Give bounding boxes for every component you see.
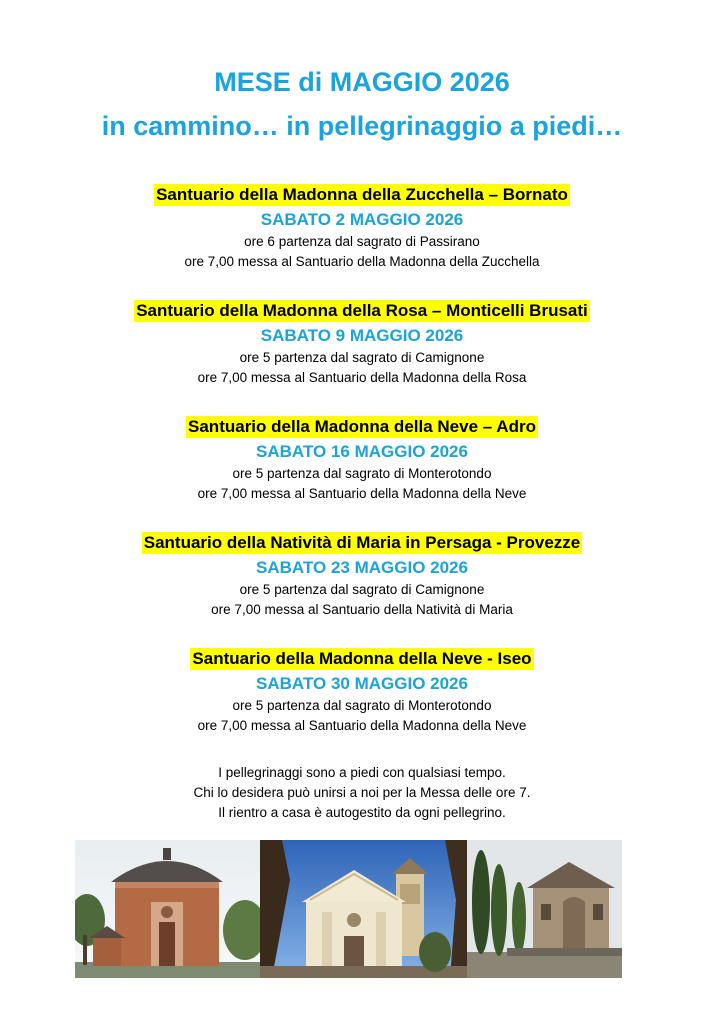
notes-block [0,763,724,823]
pilgrimage-section [0,184,724,272]
note-line: I pellegrinaggi sono a piedi con qualsiasi tempo. [218,765,506,780]
pilgrimage-date: SABATO 2 MAGGIO 2026 [260,210,464,229]
sanctuary-photo [467,840,622,978]
mass-info: ore 7,00 messa al Santuario della Madonna della Neve [197,486,527,501]
sanctuary-name: Santuario della Madonna della Rosa – Monticelli Brusati [136,301,588,320]
departure-info: ore 5 partenza dal sagrato di Monterotondo [232,466,492,481]
sanctuary-name: Santuario della Natività di Maria in Persaga - Provezze [143,533,581,552]
pilgrimage-section [0,300,724,388]
note-line: Il rientro a casa è autogestito da ogni pellegrino. [218,805,506,820]
mass-info: ore 7,00 messa al Santuario della Madonna della Zucchella [184,254,540,269]
pilgrimage-date: SABATO 16 MAGGIO 2026 [256,442,468,461]
mass-info: ore 7,00 messa al Santuario della Madonna della Rosa [197,370,527,385]
page-title: MESE di MAGGIO 2026 [214,67,510,97]
note-line: Chi lo desidera può unirsi a noi per la Messa delle ore 7. [193,785,531,800]
departure-info: ore 5 partenza dal sagrato di Camignone [239,582,485,597]
mass-info: ore 7,00 messa al Santuario della Natività di Maria [211,602,513,617]
sanctuary-name: Santuario della Madonna della Neve - Iseo [192,649,532,668]
photo-strip [75,840,622,978]
departure-info: ore 5 partenza dal sagrato di Camignone [239,350,485,365]
chapel-photo [75,840,260,978]
pilgrimage-section [0,416,724,504]
pilgrimage-date: SABATO 30 MAGGIO 2026 [256,674,468,693]
pilgrimage-date: SABATO 23 MAGGIO 2026 [256,558,468,577]
page-subtitle: in cammino… in pellegrinaggio a piedi… [101,111,623,141]
sanctuary-name: Santuario della Madonna della Neve – Adro [188,417,536,436]
pilgrimage-date: SABATO 9 MAGGIO 2026 [260,326,464,345]
sanctuary-name: Santuario della Madonna della Zucchella – Bornato [156,185,568,204]
departure-info: ore 5 partenza dal sagrato di Monterotondo [232,698,492,713]
pilgrimage-section [0,648,724,736]
mass-info: ore 7,00 messa al Santuario della Madonna della Neve [197,718,527,733]
departure-info: ore 6 partenza dal sagrato di Passirano [244,234,480,249]
pilgrimage-section [0,532,724,620]
church-photo [260,840,467,978]
